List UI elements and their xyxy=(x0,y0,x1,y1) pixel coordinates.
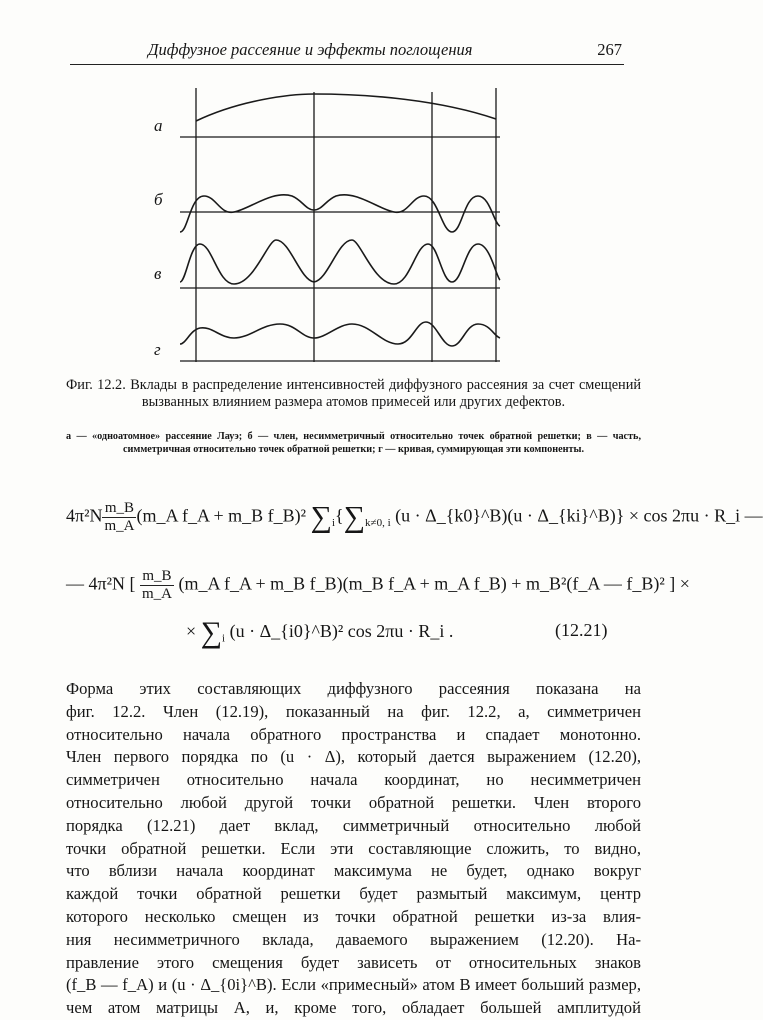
sum-icon: ∑ xyxy=(310,500,332,534)
curve-b xyxy=(180,195,500,232)
eq1-frac-num: m_B xyxy=(102,500,136,518)
sum-icon: ∑ xyxy=(343,500,366,534)
eq1-inner: (u · Δ_{k0}^B)(u · Δ_{ki}^B) xyxy=(395,505,616,526)
sum-icon: ∑ xyxy=(200,616,223,649)
text-line: относительно начала обратного пространства и спадает монотонно. xyxy=(66,724,641,744)
curve-d xyxy=(180,322,500,346)
text-line: чем атом матрицы A, и, кроме того, обладает большей амплитудой xyxy=(66,998,641,1018)
eq1-tail: × cos 2πu · R_i — xyxy=(628,505,763,526)
eq1-inner-sum-index: k≠0, i xyxy=(365,517,391,530)
equation-line-1: 4π²N $\frac{m\_B}{m\_A}$ (m_A f_A + m_B f_B)² $\sum_i\{\sum_{k\ne 0, i}$ (u · Δ_{k0}^B)(u · Δ_{ki}^B)} × cos 2πu · R_i — xyxy=(66,500,763,534)
eq3-body: (u · Δ_{i0}^B)² cos 2πu · R_i . xyxy=(229,621,454,642)
panel-label-c: в xyxy=(154,264,162,283)
page-header xyxy=(70,40,624,65)
text-line: порядка (12.21) дает вклад, симметричный относительно любой xyxy=(66,815,641,835)
figure-caption: Фиг. 12.2. Вклады в распределение интенсивностей диффузного рассеяния за счет смещений вызванных влиянием размера атомов примесей или других дефектов. xyxy=(66,377,641,410)
text-line: каждой точки обратной решетки будет размытый максимум, центр xyxy=(66,884,641,904)
eq1-paren: (m_A f_A + m_B f_B)² xyxy=(136,505,307,526)
eq1-prefix: 4π²N xyxy=(66,505,103,526)
equation-line-2: — 4π²N [ $\frac{m\_B}{m\_A}$ (m_A f_A + m_B f_B)(m_B f_A + m_A f_B) + m_B²(f_A — f_B)² ] × xyxy=(66,568,690,602)
eq2-frac-num: m_B xyxy=(140,568,174,586)
eq2-frac-den: m_A xyxy=(141,586,172,602)
figure-12-2 xyxy=(0,70,666,370)
text-line: симметричен относительно начала координат, но несимметричен xyxy=(66,770,641,790)
page-number: 267 xyxy=(597,40,622,59)
text-line: (f_B — f_A) и (u · Δ_{0i}^B). Если «примесный» атом B имеет больший размер, xyxy=(66,975,641,995)
text-line: правление этого смещения будет зависеть от относительных знаков xyxy=(66,952,641,972)
panel-label-b: б xyxy=(154,190,163,209)
text-line: Член первого порядка по (u · Δ), который дается выражением (12.20), xyxy=(66,747,641,767)
eq2-prefix: — 4π²N xyxy=(66,573,125,594)
figure-legend: а — «одноатомное» рассеяние Лауэ; б — член, несимметричный относительно точек обратной решетки; в — часть, симметричная относительно точек обратной решетки; г — кривая, суммирующая эти компоненты. xyxy=(66,431,641,455)
equation-line-3 xyxy=(186,618,453,648)
text-line: которого несколько смещен из точки обратной решетки из-за влия- xyxy=(66,906,641,926)
eq3-prefix: × xyxy=(186,621,197,642)
text-line: относительно любой другой точки обратной решетки. Член второго xyxy=(66,792,641,812)
equation-number: (12.21) xyxy=(555,620,608,640)
eq2-tail: × xyxy=(679,573,690,594)
running-title: Диффузное рассеяние и эффекты поглощения xyxy=(148,40,473,59)
eq1-sum-index: i xyxy=(331,517,335,530)
body-paragraph xyxy=(66,678,641,1020)
eq1-fraction xyxy=(102,500,136,535)
curve-c xyxy=(180,240,500,284)
curve-a xyxy=(196,94,496,121)
eq1-frac-den: m_A xyxy=(104,518,135,534)
text-line: точки обратной решетки. Если эти составляющие сложить, то видно, xyxy=(66,838,641,858)
panel-label-a: а xyxy=(154,116,163,135)
text-line: Форма этих составляющих диффузного рассеяния показана на xyxy=(66,679,641,698)
eq2-body: (m_A f_A + m_B f_B)(m_B f_A + m_A f_B) + m_B²(f_A — f_B)² xyxy=(178,573,665,594)
eq3-sum-index: i xyxy=(222,632,226,645)
text-line: ния несимметричного вклада, даваемого выражением (12.20). На- xyxy=(66,929,641,949)
text-line: что вблизи начала координат максимума не будет, однако вокруг xyxy=(66,861,641,881)
text-line: фиг. 12.2. Член (12.19), показанный на фиг. 12.2, а, симметричен xyxy=(66,701,641,721)
eq2-fraction xyxy=(140,568,174,603)
panel-label-d: г xyxy=(154,340,161,359)
